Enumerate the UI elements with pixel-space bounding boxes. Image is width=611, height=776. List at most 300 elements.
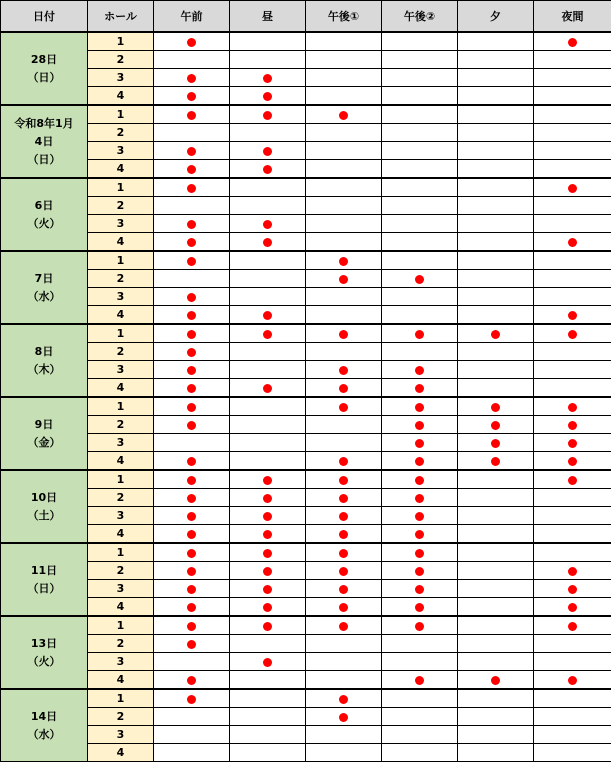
slot-cell — [306, 233, 382, 252]
slot-cell — [534, 142, 611, 160]
table-row — [1, 452, 611, 471]
slot-cell — [154, 197, 230, 215]
slot-cell — [154, 416, 230, 434]
slot-cell — [230, 434, 306, 452]
table-row — [1, 69, 611, 87]
hall-number: 1 — [88, 178, 154, 197]
slot-cell — [154, 562, 230, 580]
booked-dot-icon — [187, 421, 196, 430]
slot-cell — [306, 689, 382, 708]
booked-dot-icon — [187, 330, 196, 339]
slot-cell — [154, 726, 230, 744]
slot-cell — [230, 105, 306, 124]
slot-cell — [534, 580, 611, 598]
booked-dot-icon — [187, 403, 196, 412]
slot-cell — [306, 470, 382, 489]
table-row — [1, 233, 611, 252]
slot-cell — [534, 616, 611, 635]
slot-cell — [230, 470, 306, 489]
header-night: 夜間 — [534, 1, 611, 33]
booked-dot-icon — [415, 549, 424, 558]
hall-number: 4 — [88, 233, 154, 252]
table-row — [1, 105, 611, 124]
slot-cell — [382, 105, 458, 124]
hall-number: 4 — [88, 306, 154, 325]
slot-cell — [382, 69, 458, 87]
slot-cell — [154, 507, 230, 525]
date-label: （日） — [27, 152, 61, 166]
booked-dot-icon — [263, 74, 272, 83]
slot-cell — [230, 361, 306, 379]
slot-cell — [382, 142, 458, 160]
slot-cell — [458, 726, 534, 744]
booked-dot-icon — [491, 457, 500, 466]
booked-dot-icon — [187, 147, 196, 156]
slot-cell — [382, 635, 458, 653]
slot-cell — [382, 160, 458, 179]
booked-dot-icon — [339, 603, 348, 612]
booked-dot-icon — [263, 147, 272, 156]
slot-cell — [154, 306, 230, 325]
slot-cell — [534, 653, 611, 671]
slot-cell — [230, 580, 306, 598]
date-label: 9日 — [34, 417, 54, 431]
hall-number: 1 — [88, 689, 154, 708]
slot-cell — [382, 489, 458, 507]
booked-dot-icon — [187, 257, 196, 266]
booked-dot-icon — [187, 476, 196, 485]
booked-dot-icon — [339, 585, 348, 594]
booked-dot-icon — [263, 622, 272, 631]
slot-cell — [306, 744, 382, 762]
date-cell — [1, 470, 88, 543]
booked-dot-icon — [263, 512, 272, 521]
booked-dot-icon — [491, 439, 500, 448]
booked-dot-icon — [339, 403, 348, 412]
slot-cell — [230, 379, 306, 398]
slot-cell — [230, 343, 306, 361]
table-row — [1, 744, 611, 762]
header-noon: 昼 — [230, 1, 306, 33]
booked-dot-icon — [415, 512, 424, 521]
booked-dot-icon — [187, 38, 196, 47]
booked-dot-icon — [415, 585, 424, 594]
table-row — [1, 32, 611, 51]
booked-dot-icon — [263, 92, 272, 101]
booked-dot-icon — [568, 457, 577, 466]
table-row — [1, 562, 611, 580]
booked-dot-icon — [568, 238, 577, 247]
slot-cell — [154, 51, 230, 69]
slot-cell — [306, 653, 382, 671]
slot-cell — [534, 434, 611, 452]
slot-cell — [534, 726, 611, 744]
booked-dot-icon — [339, 567, 348, 576]
slot-cell — [534, 233, 611, 252]
slot-cell — [458, 270, 534, 288]
date-cell — [1, 178, 88, 251]
slot-cell — [382, 361, 458, 379]
slot-cell — [534, 452, 611, 471]
slot-cell — [230, 525, 306, 544]
booked-dot-icon — [187, 695, 196, 704]
table-row — [1, 598, 611, 617]
slot-cell — [458, 324, 534, 343]
date-label: 8日 — [34, 344, 54, 358]
table-row — [1, 525, 611, 544]
slot-cell — [382, 87, 458, 106]
hall-number: 3 — [88, 215, 154, 233]
date-label: 令和8年1月 — [14, 116, 74, 130]
slot-cell — [230, 489, 306, 507]
hall-number: 2 — [88, 124, 154, 142]
booked-dot-icon — [263, 111, 272, 120]
slot-cell — [458, 215, 534, 233]
slot-cell — [306, 270, 382, 288]
slot-cell — [230, 635, 306, 653]
header-afternoon-2: 午後② — [382, 1, 458, 33]
hall-number: 2 — [88, 416, 154, 434]
booked-dot-icon — [187, 512, 196, 521]
slot-cell — [154, 489, 230, 507]
slot-cell — [382, 580, 458, 598]
booked-dot-icon — [491, 330, 500, 339]
booked-dot-icon — [263, 658, 272, 667]
slot-cell — [230, 708, 306, 726]
slot-cell — [154, 270, 230, 288]
booked-dot-icon — [263, 549, 272, 558]
booked-dot-icon — [187, 366, 196, 375]
slot-cell — [306, 416, 382, 434]
table-row — [1, 653, 611, 671]
date-label: 10日 — [30, 490, 58, 504]
slot-cell — [306, 562, 382, 580]
slot-cell — [230, 87, 306, 106]
slot-cell — [306, 580, 382, 598]
hall-number: 3 — [88, 288, 154, 306]
booked-dot-icon — [263, 238, 272, 247]
booked-dot-icon — [339, 384, 348, 393]
slot-cell — [382, 616, 458, 635]
slot-cell — [230, 507, 306, 525]
hall-number: 4 — [88, 598, 154, 617]
slot-cell — [306, 324, 382, 343]
slot-cell — [458, 142, 534, 160]
booked-dot-icon — [339, 476, 348, 485]
slot-cell — [382, 197, 458, 215]
slot-cell — [154, 689, 230, 708]
slot-cell — [458, 379, 534, 398]
slot-cell — [534, 525, 611, 544]
booked-dot-icon — [415, 384, 424, 393]
slot-cell — [306, 142, 382, 160]
slot-cell — [458, 288, 534, 306]
slot-cell — [458, 87, 534, 106]
slot-cell — [458, 178, 534, 197]
slot-cell — [382, 507, 458, 525]
slot-cell — [154, 397, 230, 416]
table-row — [1, 306, 611, 325]
slot-cell — [458, 598, 534, 617]
hall-number: 3 — [88, 726, 154, 744]
table-row — [1, 124, 611, 142]
slot-cell — [534, 160, 611, 179]
slot-cell — [306, 708, 382, 726]
table-row — [1, 397, 611, 416]
table-row — [1, 324, 611, 343]
slot-cell — [306, 507, 382, 525]
booked-dot-icon — [187, 74, 196, 83]
booked-dot-icon — [187, 220, 196, 229]
slot-cell — [458, 434, 534, 452]
slot-cell — [382, 598, 458, 617]
slot-cell — [534, 489, 611, 507]
hall-number: 3 — [88, 142, 154, 160]
slot-cell — [458, 562, 534, 580]
hall-number: 3 — [88, 653, 154, 671]
slot-cell — [458, 343, 534, 361]
slot-cell — [306, 598, 382, 617]
table-row — [1, 416, 611, 434]
hall-number: 4 — [88, 160, 154, 179]
booked-dot-icon — [339, 713, 348, 722]
hall-number: 4 — [88, 744, 154, 762]
booked-dot-icon — [415, 457, 424, 466]
slot-cell — [382, 726, 458, 744]
booked-dot-icon — [339, 622, 348, 631]
slot-cell — [154, 215, 230, 233]
slot-cell — [534, 324, 611, 343]
slot-cell — [458, 306, 534, 325]
slot-cell — [458, 233, 534, 252]
slot-cell — [534, 562, 611, 580]
slot-cell — [230, 142, 306, 160]
slot-cell — [154, 671, 230, 690]
slot-cell — [534, 197, 611, 215]
slot-cell — [534, 343, 611, 361]
slot-cell — [306, 434, 382, 452]
slot-cell — [458, 160, 534, 179]
date-label: （火） — [27, 654, 61, 668]
booked-dot-icon — [415, 603, 424, 612]
hall-number: 2 — [88, 635, 154, 653]
hall-number: 4 — [88, 525, 154, 544]
slot-cell — [458, 543, 534, 562]
slot-cell — [534, 105, 611, 124]
slot-cell — [534, 87, 611, 106]
slot-cell — [230, 653, 306, 671]
hall-number: 1 — [88, 543, 154, 562]
slot-cell — [534, 397, 611, 416]
hall-number: 3 — [88, 434, 154, 452]
slot-cell — [458, 361, 534, 379]
table-row — [1, 635, 611, 653]
slot-cell — [534, 671, 611, 690]
table-row — [1, 379, 611, 398]
booked-dot-icon — [187, 494, 196, 503]
hall-number: 2 — [88, 197, 154, 215]
slot-cell — [306, 69, 382, 87]
slot-cell — [154, 580, 230, 598]
slot-cell — [154, 434, 230, 452]
date-label: （日） — [27, 581, 61, 595]
slot-cell — [154, 32, 230, 51]
slot-cell — [534, 361, 611, 379]
slot-cell — [382, 543, 458, 562]
slot-cell — [306, 124, 382, 142]
slot-cell — [534, 270, 611, 288]
table-row — [1, 580, 611, 598]
slot-cell — [382, 689, 458, 708]
slot-cell — [154, 87, 230, 106]
slot-cell — [382, 434, 458, 452]
booked-dot-icon — [187, 585, 196, 594]
slot-cell — [154, 616, 230, 635]
slot-cell — [382, 470, 458, 489]
hall-number: 4 — [88, 379, 154, 398]
booked-dot-icon — [491, 403, 500, 412]
table-row — [1, 470, 611, 489]
booked-dot-icon — [263, 311, 272, 320]
slot-cell — [534, 507, 611, 525]
slot-cell — [154, 324, 230, 343]
date-cell — [1, 32, 88, 105]
slot-cell — [382, 343, 458, 361]
booked-dot-icon — [415, 330, 424, 339]
booked-dot-icon — [187, 603, 196, 612]
slot-cell — [382, 306, 458, 325]
table-row — [1, 361, 611, 379]
booked-dot-icon — [187, 92, 196, 101]
slot-cell — [534, 32, 611, 51]
slot-cell — [306, 215, 382, 233]
slot-cell — [230, 160, 306, 179]
slot-cell — [382, 671, 458, 690]
slot-cell — [382, 215, 458, 233]
booked-dot-icon — [187, 530, 196, 539]
slot-cell — [306, 379, 382, 398]
slot-cell — [458, 397, 534, 416]
booked-dot-icon — [339, 330, 348, 339]
hall-number: 1 — [88, 470, 154, 489]
booked-dot-icon — [568, 439, 577, 448]
slot-cell — [382, 525, 458, 544]
slot-cell — [458, 32, 534, 51]
slot-cell — [458, 197, 534, 215]
slot-cell — [230, 288, 306, 306]
slot-cell — [154, 361, 230, 379]
slot-cell — [382, 233, 458, 252]
booked-dot-icon — [415, 530, 424, 539]
slot-cell — [458, 416, 534, 434]
table-row — [1, 434, 611, 452]
slot-cell — [306, 343, 382, 361]
slot-cell — [458, 489, 534, 507]
booked-dot-icon — [568, 38, 577, 47]
booked-dot-icon — [339, 494, 348, 503]
date-cell — [1, 324, 88, 397]
slot-cell — [154, 525, 230, 544]
date-label: 28日 — [30, 52, 58, 66]
slot-cell — [382, 124, 458, 142]
slot-cell — [230, 616, 306, 635]
slot-cell — [154, 251, 230, 270]
slot-cell — [458, 616, 534, 635]
slot-cell — [534, 379, 611, 398]
booked-dot-icon — [339, 111, 348, 120]
slot-cell — [534, 689, 611, 708]
date-cell — [1, 543, 88, 616]
slot-cell — [458, 708, 534, 726]
booked-dot-icon — [415, 275, 424, 284]
slot-cell — [306, 452, 382, 471]
slot-cell — [306, 197, 382, 215]
hall-number: 2 — [88, 270, 154, 288]
slot-cell — [382, 452, 458, 471]
slot-cell — [154, 105, 230, 124]
slot-cell — [230, 598, 306, 617]
slot-cell — [534, 178, 611, 197]
slot-cell — [230, 416, 306, 434]
slot-cell — [230, 726, 306, 744]
slot-cell — [458, 470, 534, 489]
slot-cell — [534, 416, 611, 434]
booked-dot-icon — [187, 184, 196, 193]
booked-dot-icon — [568, 403, 577, 412]
hall-number: 4 — [88, 87, 154, 106]
booked-dot-icon — [339, 457, 348, 466]
slot-cell — [230, 178, 306, 197]
booked-dot-icon — [568, 476, 577, 485]
slot-cell — [306, 87, 382, 106]
date-label: 11日 — [30, 563, 58, 577]
booked-dot-icon — [415, 494, 424, 503]
slot-cell — [230, 744, 306, 762]
hall-number: 1 — [88, 397, 154, 416]
slot-cell — [534, 215, 611, 233]
table-row — [1, 726, 611, 744]
hall-number: 3 — [88, 361, 154, 379]
slot-cell — [306, 32, 382, 51]
slot-cell — [154, 124, 230, 142]
slot-cell — [154, 142, 230, 160]
booked-dot-icon — [415, 622, 424, 631]
slot-cell — [154, 160, 230, 179]
header-date: 日付 — [1, 1, 88, 33]
booked-dot-icon — [568, 622, 577, 631]
slot-cell — [382, 416, 458, 434]
booked-dot-icon — [187, 384, 196, 393]
date-cell — [1, 616, 88, 689]
slot-cell — [154, 635, 230, 653]
slot-cell — [230, 397, 306, 416]
table-row — [1, 178, 611, 197]
slot-cell — [306, 671, 382, 690]
booked-dot-icon — [339, 512, 348, 521]
slot-cell — [230, 51, 306, 69]
slot-cell — [154, 69, 230, 87]
date-cell — [1, 251, 88, 324]
slot-cell — [534, 51, 611, 69]
booked-dot-icon — [187, 549, 196, 558]
slot-cell — [534, 708, 611, 726]
slot-cell — [230, 69, 306, 87]
slot-cell — [458, 689, 534, 708]
booked-dot-icon — [187, 457, 196, 466]
slot-cell — [154, 708, 230, 726]
booked-dot-icon — [263, 585, 272, 594]
booked-dot-icon — [415, 676, 424, 685]
